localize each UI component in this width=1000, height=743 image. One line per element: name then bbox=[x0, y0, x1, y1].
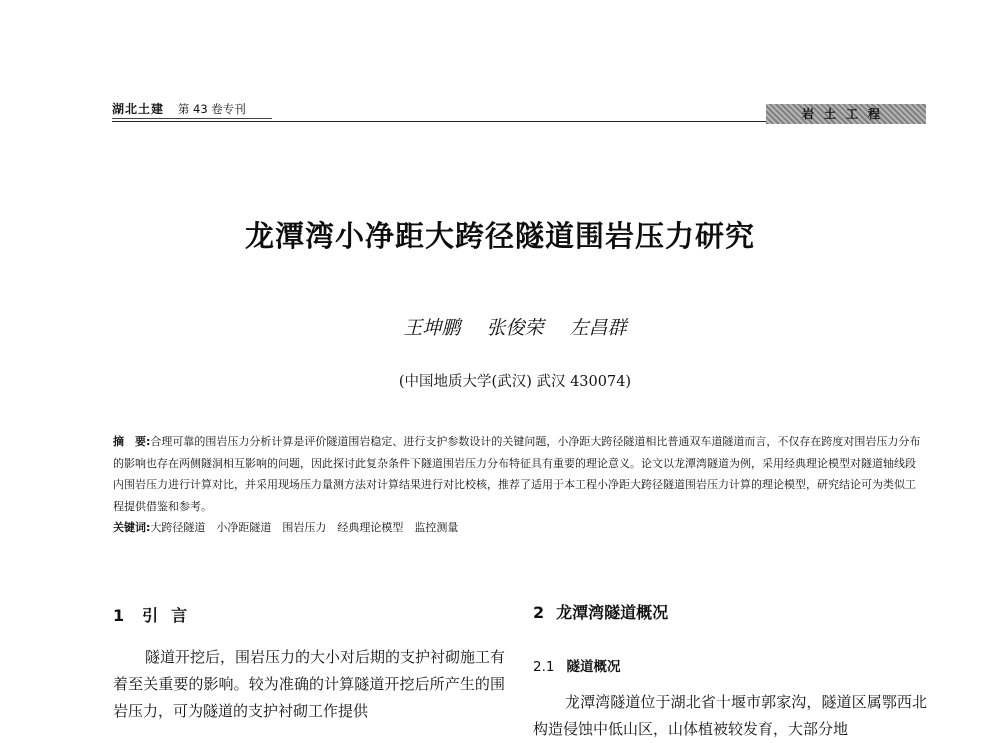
abstract-label: 摘 要: bbox=[113, 435, 151, 448]
running-header bbox=[112, 100, 246, 117]
keywords-label: 关键词: bbox=[113, 521, 151, 534]
author-list bbox=[0, 313, 1000, 340]
paragraph: 隧道开挖后，围岩压力的大小对后期的支护衬砌施工有着至关重要的影响。较为准确的计算隧道开挖后所产生的围岩压力，可为隧道的支护衬砌工作提供 bbox=[113, 648, 506, 720]
section-heading-introduction bbox=[113, 603, 200, 626]
section1-body bbox=[113, 644, 505, 725]
section-title: 引言 bbox=[142, 606, 201, 625]
subsection-title: 隧道概况 bbox=[566, 659, 621, 675]
paragraph: 龙潭湾隧道位于湖北省十堰市郭家沟，隧道区属鄂西北构造侵蚀中低山区，山体植被较发育，大部分地 bbox=[533, 693, 927, 738]
section-tag: 岩土工程 bbox=[766, 104, 926, 124]
section-number: 1 bbox=[113, 606, 125, 625]
section-title: 龙潭湾隧道概况 bbox=[556, 603, 669, 622]
section-number: 2 bbox=[533, 603, 545, 622]
section-heading-overview bbox=[533, 600, 668, 623]
affiliation: (中国地质大学(武汉) 武汉 430074) bbox=[398, 374, 632, 390]
author-name: 王坤鹏 bbox=[403, 317, 461, 339]
author-name: 左昌群 bbox=[569, 317, 627, 339]
author-name: 张俊荣 bbox=[486, 317, 544, 339]
subsection-heading bbox=[533, 655, 620, 675]
subsection-number: 2.1 bbox=[533, 659, 555, 675]
issue-info: 第 43 卷专刊 bbox=[177, 102, 246, 116]
paper-title: 龙潭湾小净距大跨径隧道围岩压力研究 bbox=[244, 219, 755, 253]
abstract-text: 合理可靠的围岩压力分析计算是评价隧道围岩稳定、进行支护参数设计的关键问题，小净距大跨径隧道相比普通双车道隧道而言，不仅存在跨度对围岩压力分布的影响也存在两侧隧洞相互影响的问题，因此探讨此复杂条件下隧道围岩压力分布特征具有重要的理论意义。论文以龙潭湾隧道为例，采用经典理论模型对隧道轴线段内围岩压力进行计算对比，并采用现场压力量测方法对计算结果进行对比校核，推荐了适用于本工程小净距大跨径隧道围岩压力计算的理论模型，研究结论可为类似工程提供借鉴和参考。 bbox=[113, 435, 921, 513]
keywords-text: 大跨径隧道 小净距隧道 围岩压力 经典理论模型 监控测量 bbox=[150, 521, 459, 534]
journal-name: 湖北土建 bbox=[112, 102, 165, 116]
abstract bbox=[113, 431, 925, 539]
header-underline bbox=[112, 118, 272, 119]
